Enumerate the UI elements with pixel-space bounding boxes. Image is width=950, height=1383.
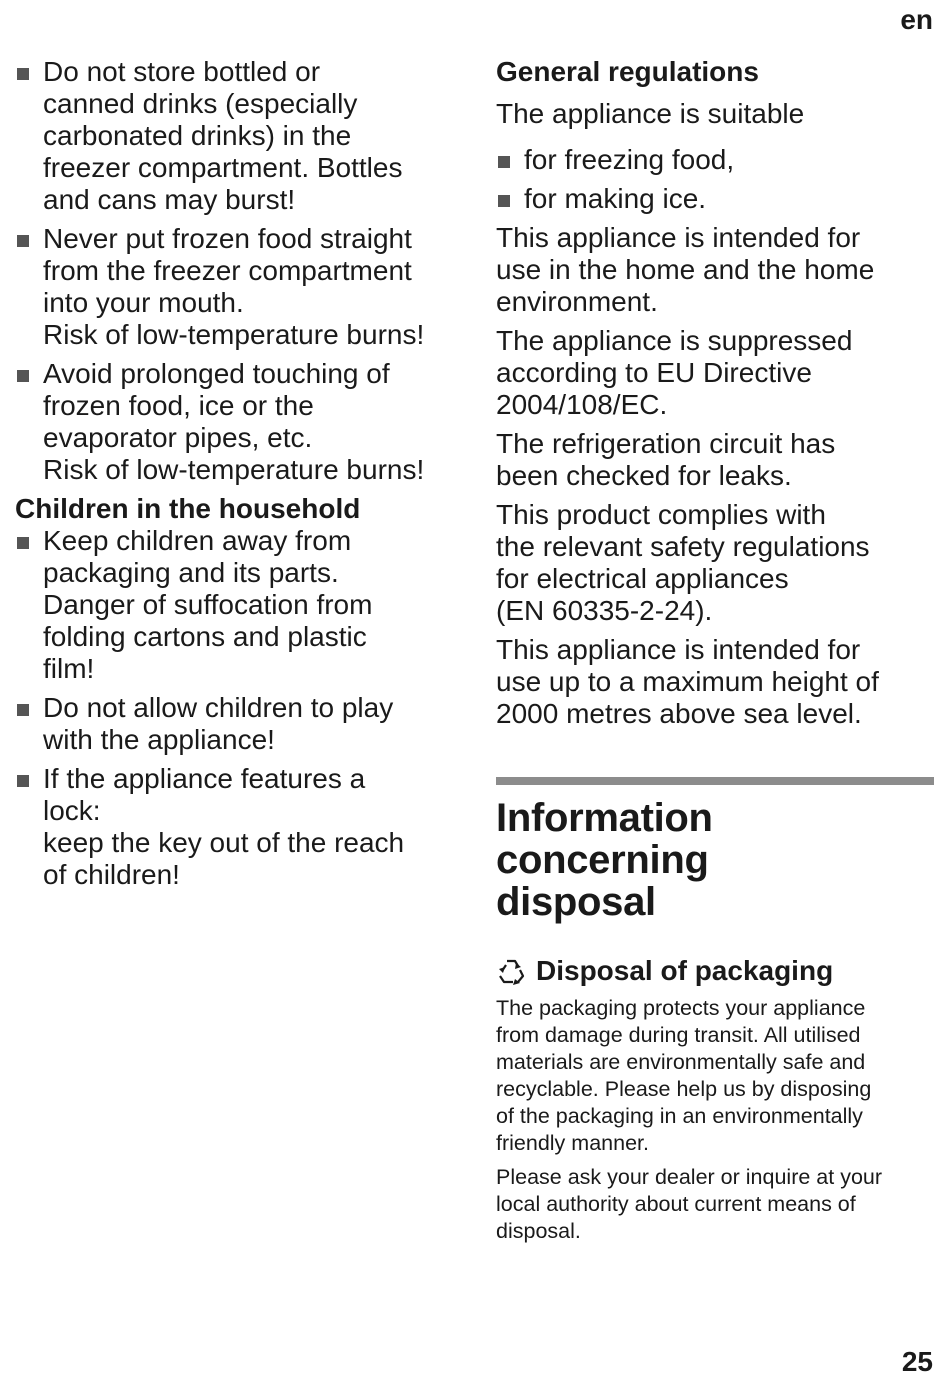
page-number: 25 xyxy=(901,1346,933,1377)
left-column xyxy=(15,56,465,898)
disposal-section-title: Information concerning disposal xyxy=(496,796,713,924)
bullet-icon xyxy=(17,235,29,247)
regulation-paragraphs xyxy=(496,222,936,730)
list-item: Avoid prolonged touching of frozen food, ice or the evaporator pipes, etc. Risk of low-temperature burns! xyxy=(15,358,465,486)
safety-list xyxy=(15,56,465,486)
bullet-icon xyxy=(17,370,29,382)
paragraph: This product complies with the relevant safety regulations for electrical appliances (EN 60335-2-24). xyxy=(496,499,870,626)
bullet-icon xyxy=(498,195,510,207)
paragraph: Please ask your dealer or inquire at your local authority about current means of disposal. xyxy=(496,1165,883,1243)
list-item: Keep children away from packaging and its parts. Danger of suffocation from folding cartons and plastic film! xyxy=(15,525,465,685)
list-item: Do not allow children to play with the appliance! xyxy=(15,692,465,756)
children-heading: Children in the household xyxy=(15,493,361,524)
right-column xyxy=(496,56,936,1252)
disposal-of-packaging-heading: Disposal of packaging xyxy=(496,955,936,987)
list-item: Never put frozen food straight from the freezer compartment into your mouth. Risk of low-temperature burns! xyxy=(15,223,465,351)
bullet-icon xyxy=(17,704,29,716)
bullet-icon xyxy=(17,775,29,787)
paragraph: This appliance is intended for use in the home and the home environment. xyxy=(496,222,875,317)
paragraph: The appliance is suppressed according to EU Directive 2004/108/EC. xyxy=(496,325,853,420)
suitable-list xyxy=(496,144,936,215)
list-item: If the appliance features a lock: keep the key out of the reach of children! xyxy=(15,763,465,891)
paragraph: The refrigeration circuit has been checked for leaks. xyxy=(496,428,836,491)
bullet-icon xyxy=(498,156,510,168)
bullet-icon xyxy=(17,537,29,549)
children-safety-list xyxy=(15,525,465,891)
paragraph: This appliance is intended for use up to a maximum height of 2000 metres above sea level. xyxy=(496,634,879,729)
recycle-icon xyxy=(496,956,526,986)
general-regulations-heading: General regulations xyxy=(496,56,759,87)
suitable-intro: The appliance is suitable xyxy=(496,98,805,129)
section-divider xyxy=(496,777,934,785)
list-item: Do not store bottled or canned drinks (especially carbonated drinks) in the freezer compartment. Bottles and cans may burst! xyxy=(15,56,465,216)
language-code: en xyxy=(900,4,933,35)
list-item: for making ice. xyxy=(496,183,936,215)
list-item: for freezing food, xyxy=(496,144,936,176)
paragraph: The packaging protects your appliance from damage during transit. All utilised materials are environmentally safe and recyclable. Please help us by disposing of the packaging in an environmentally friendly manner. xyxy=(496,996,872,1155)
bullet-icon xyxy=(17,68,29,80)
disposal-paragraphs xyxy=(496,995,936,1245)
